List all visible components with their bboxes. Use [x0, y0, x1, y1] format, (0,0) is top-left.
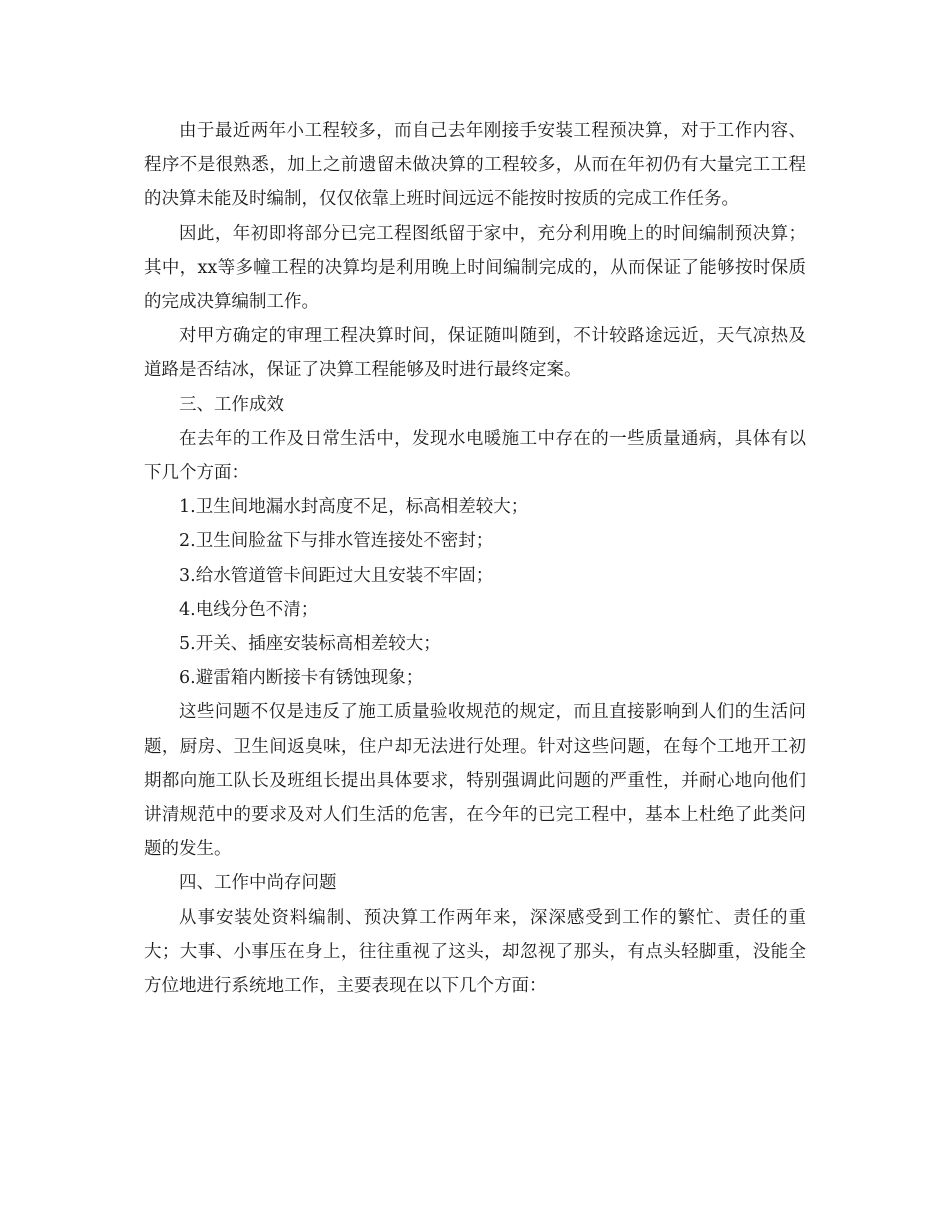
paragraph-on-call: 对甲方确定的审理工程决算时间，保证随叫随到，不计较路途远近，天气凉热及道路是否结冰，保证了决算工程能够及时进行最终定案。 [144, 326, 806, 381]
section-heading-remaining-problems: 四、工作中尚存问题 [179, 873, 337, 894]
paragraph-remaining-problems: 从事安装处资料编制、预决算工作两年来，深深感受到工作的繁忙、责任的重大；大事、小事压在身上，往往重视了这头，却忽视了那头，有点头轻脚重，没能全方位地进行系统地工作，主要表现在以下几个方面： [144, 907, 806, 997]
list-item-6: 6.避雷箱内断接卡有锈蚀现象； [179, 668, 424, 689]
list-item-1: 1.卫生间地漏水封高度不足，标高相差较大； [179, 497, 529, 518]
document-body [144, 114, 806, 1003]
section-heading-results: 三、工作成效 [179, 394, 284, 415]
paragraph-workload: 由于最近两年小工程较多，而自己去年刚接手安装工程预决算，对于工作内容、程序不是很熟悉，加上之前遗留未做决算的工程较多，从而在年初仍有大量完工工程的决算未能及时编制，仅仅依靠上班时间远远不能按时按质的完成工作任务。 [144, 121, 806, 210]
list-item-4: 4.电线分色不清； [179, 599, 319, 620]
list-item-5: 5.开关、插座安装标高相差较大； [179, 634, 441, 655]
paragraph-quality-issues-intro: 在去年的工作及日常生活中，发现水电暖施工中存在的一些质量通病，具体有以下几个方面： [144, 428, 806, 484]
list-item-3: 3.给水管道管卡间距过大且安装不牢固； [179, 565, 494, 586]
paragraph-issue-impact: 这些问题不仅是违反了施工质量验收规范的规定，而且直接影响到人们的生活问题，厨房、卫生间返臭味，住户却无法进行处理。针对这些问题，在每个工地开工初期都向施工队长及班组长提出具体要求，特别强调此问题的严重性，并耐心地向他们讲清规范中的要求及对人们生活的危害，在今年的已完工程中，基本上杜绝了此类问题的发生。 [144, 702, 806, 860]
paragraph-overtime: 因此，年初即将部分已完工程图纸留于家中，充分利用晚上的时间编制预决算；其中，xx等多幢工程的决算均是利用晚上时间编制完成的，从而保证了能够按时保质的完成决算编制工作。 [144, 223, 806, 313]
list-item-2: 2.卫生间脸盆下与排水管连接处不密封； [179, 531, 494, 552]
